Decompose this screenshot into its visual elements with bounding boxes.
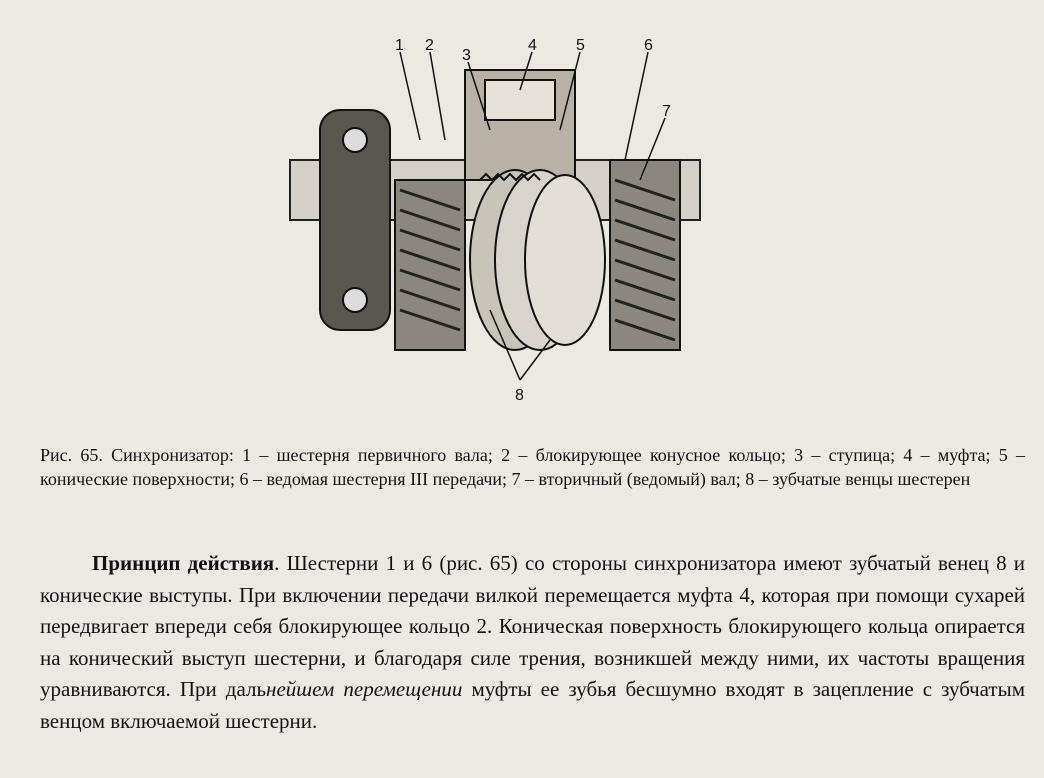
callout-3: 3 bbox=[462, 47, 471, 64]
input-gear-shape bbox=[395, 180, 465, 350]
callout-7: 7 bbox=[662, 103, 671, 120]
body-paragraph bbox=[40, 548, 1025, 737]
figure-caption bbox=[40, 443, 1025, 491]
paragraph-heading: Принцип действия bbox=[92, 551, 275, 575]
sleeve-shape bbox=[465, 70, 575, 180]
callout-8: 8 bbox=[515, 387, 524, 404]
paragraph-text-italic: нейшем перемещении bbox=[266, 677, 463, 701]
synchronizer-illustration bbox=[280, 10, 710, 430]
callout-1: 1 bbox=[395, 37, 404, 54]
callout-6: 6 bbox=[644, 37, 653, 54]
paragraph-text-2: муфты ее зубья бесшумно входят в зацепление с зубчатым венцом включаемой шестерни. bbox=[40, 677, 1025, 733]
callout-4: 4 bbox=[528, 37, 537, 54]
paragraph-text-1: . Шестерни 1 и 6 (рис. 65) со стороны синхронизатора имеют зубчатый венец 8 и конические выступы. При включении передачи вилкой перемещается муфта 4, которая при помощи сухарей передвигает впереди себя блокирующее кольцо 2. Коническая поверхность блокирующего кольца опирается на конический выступ шестерни, и благодаря силе трения, возникшей между ними, их частоты вращения уравниваются. При даль bbox=[40, 551, 1025, 701]
caption-text: Рис. 65. Синхронизатор: 1 – шестерня первичного вала; 2 – блокирующее конусное кольцо; 3 – ступица; 4 – муфта; 5 – конические поверхности; 6 – ведомая шестерня III передачи; 7 – вторичный (ведомый) вал; 8 – зубчатые венцы шестерен bbox=[40, 445, 1025, 489]
gear-crowns-shape bbox=[470, 170, 605, 350]
callout-2: 2 bbox=[425, 37, 434, 54]
driven-gear-shape bbox=[610, 160, 680, 350]
callout-5: 5 bbox=[576, 37, 585, 54]
